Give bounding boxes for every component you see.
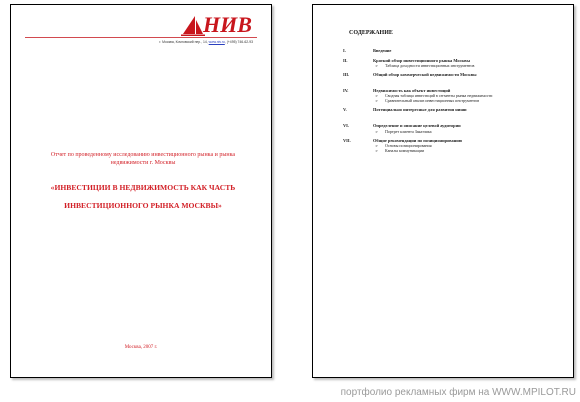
toc-subentry: ➢ Сводная таблица инвестиций в сегменты рынка недвижимости [385,93,565,98]
phone-text: , (+495) 746-62-93 [224,40,253,44]
company-address [159,40,253,44]
toc-subentry: ➢ Таблица доходности инвестиционных инструментов [385,63,565,68]
toc-entry [343,88,565,104]
toc-entry [343,72,565,78]
toc-entry-number: V. [343,107,347,113]
toc-entry-number: VI. [343,122,349,128]
toc-entry-number: I. [343,48,346,53]
sail-logo-icon [181,14,205,36]
toc-entry-title: Введение [373,48,392,53]
report-headline: «ИНВЕСТИЦИИ В НЕДВИЖИМОСТЬ КАК ЧАСТЬ ИНВЕСТИЦИОННОГО РЫНКА МОСКВЫ» [50,183,236,210]
address-text: г. Москва, Кочновский пер., 14, [159,40,208,44]
website-link[interactable]: www.niv.ru [208,40,225,44]
toc-entry [343,48,565,54]
toc-subentry: ➢ Каналы коммуникации [385,148,565,153]
logo-text: НИВ [203,12,252,37]
toc-entry-number: III. [343,72,350,78]
header-divider [25,37,257,38]
toc-title: СОДЕРЖАНИЕ [349,30,393,36]
toc-subentry: ➢ Сравнительный анализ инвестиционных инструментов [385,98,565,103]
toc-entry [343,107,565,113]
toc-entry [343,58,565,69]
toc-entry-title: Краткий обзор инвестиционного рынка Москвы [373,57,470,63]
toc-entry-number: IV. [343,87,349,93]
toc-subentry: ➢ Портрет клиента Заказчика [385,129,565,134]
portfolio-watermark: портфолио рекламных фирм на WWW.MPILOT.RU [340,387,576,398]
toc-entry-number: VII. [343,137,351,143]
toc-entry-title: Определение и описание целевой аудитории [373,122,461,128]
toc-entry-title: Общий обзор коммерческой недвижимости Москвы [373,72,477,78]
toc-subentry: ➢ Основы позиционирования [385,143,565,148]
contents-page [312,4,574,378]
company-logo [181,12,252,37]
table-of-contents [343,48,565,157]
toc-entry-title: Общие рекомендации по позиционированию [373,137,463,143]
toc-entry [343,138,565,154]
toc-entry [343,123,565,134]
report-intro: Отчет по проведенному исследованию инвестиционного рынка и рынка недвижимости г. Москвы [50,152,236,166]
toc-entry-title: Недвижимость как объект инвестиций [373,87,451,93]
toc-entry-number: II. [343,57,348,63]
report-date-city: Москва, 2007 г. [124,345,158,350]
cover-page [10,4,272,378]
toc-entry-title: Потенциально интересные для развития ниши [373,107,467,113]
